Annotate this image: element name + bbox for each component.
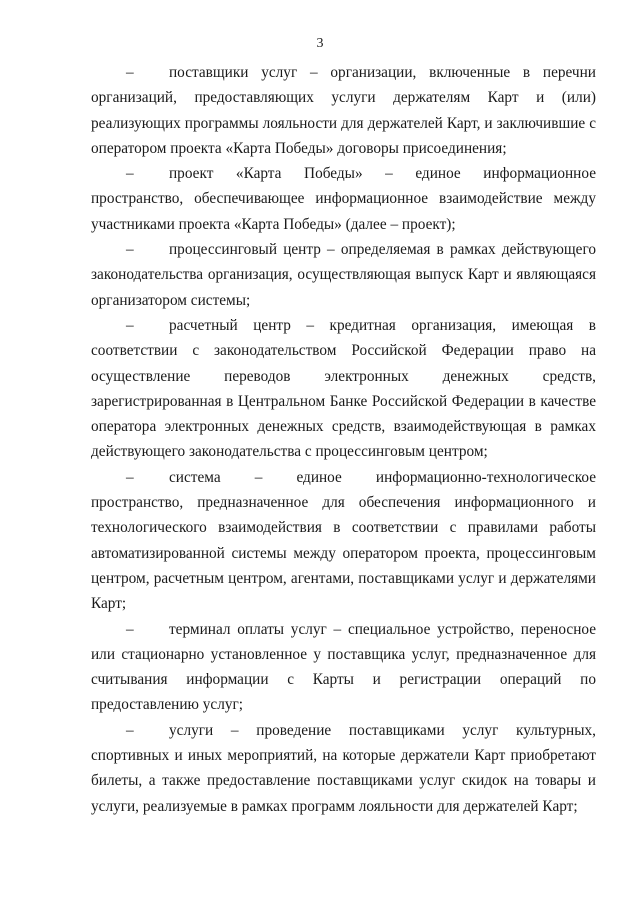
definition-text: поставщики услуг – организации, включенные в перечни организаций, предоставляющих услуги держателям Карт и (или) реализующих программы лояльности для держателей Карт, и заключившие с оператором проекта «Карта Победы» договоры присоединения;	[91, 64, 596, 157]
list-dash: –	[126, 468, 134, 486]
list-dash: –	[126, 165, 134, 183]
definition-text: система – единое информационно-технологическое пространство, предназначенное для обеспечения информационного и технологического взаимодействия в соответствии с правилами работы автоматизированной системы между оператором проекта, процессинговым центром, расчетным центром, агентами, поставщиками услуг и держателями Карт;	[91, 468, 596, 613]
list-dash: –	[126, 620, 134, 638]
definition-item	[91, 237, 596, 313]
definition-text: услуги – проведение поставщиками услуг культурных, спортивных и иных мероприятий, на которые держатели Карт приобретают билеты, а также предоставление поставщиками услуг скидок на товары и услуги, реализуемые в рамках программ лояльности для держателей Карт;	[91, 721, 596, 815]
definition-text: проект «Карта Победы» – единое информационное пространство, обеспечивающее информационное взаимодействие между участниками проекта «Карта Победы» (далее – проект);	[91, 165, 596, 233]
definition-text: терминал оплаты услуг – специальное устройство, переносное или стационарно установленное у поставщика услуг, предназначенное для считывания информации с Карты и регистрации операций по предоставлению услуг;	[91, 620, 596, 714]
definition-item	[91, 60, 596, 161]
definitions-list	[91, 60, 596, 819]
list-dash: –	[126, 64, 134, 81]
definition-item	[91, 313, 596, 465]
page-number: 3	[316, 36, 324, 51]
definition-item	[91, 718, 596, 819]
definition-item	[91, 465, 596, 617]
list-dash: –	[126, 721, 134, 739]
definition-text: процессинговый центр – определяемая в рамках действующего законодательства организация, осуществляющая выпуск Карт и являющаяся организатором системы;	[91, 241, 596, 309]
definition-text: расчетный центр – кредитная организация, имеющая в соответствии с законодательством Российской Федерации право на осуществление переводов электронных денежных средств, зарегистрированная в Центральном Банке Российской Федерации в качестве оператора электронных денежных средств, взаимодействующая в рамках действующего законодательства с процессинговым центром;	[91, 316, 596, 461]
list-dash: –	[126, 241, 134, 259]
list-dash: –	[126, 316, 134, 334]
definition-item	[91, 617, 596, 718]
definition-item	[91, 161, 596, 237]
